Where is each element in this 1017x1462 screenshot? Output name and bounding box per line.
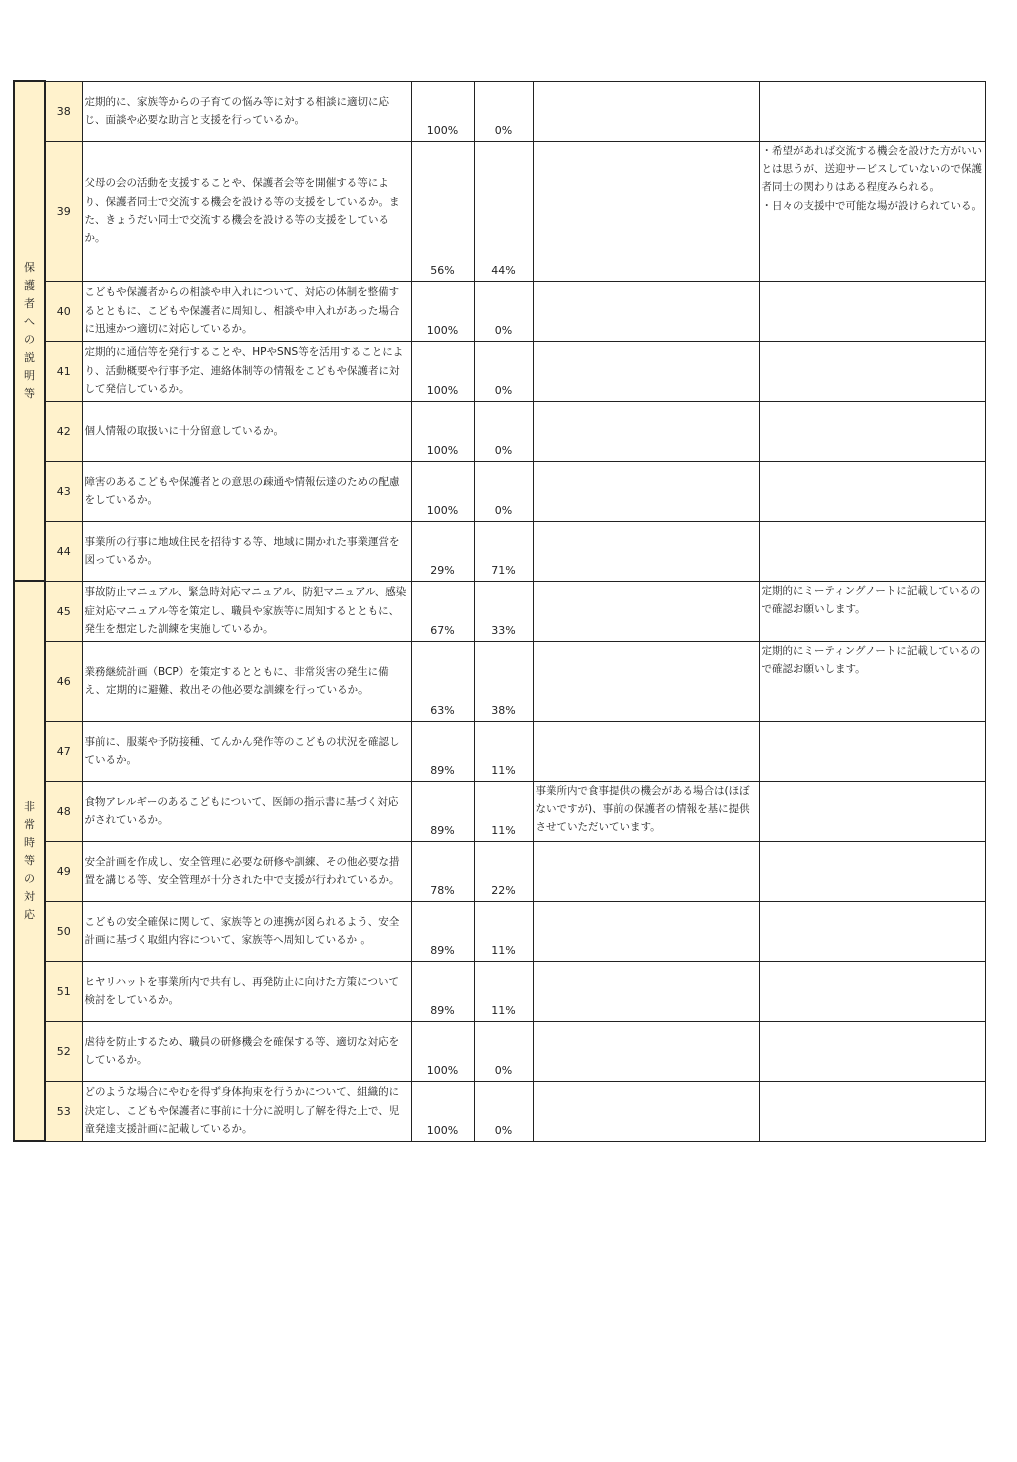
question-number: 41	[45, 341, 82, 401]
table-row	[14, 581, 986, 641]
facility-comment	[533, 1081, 759, 1141]
question-number: 44	[45, 521, 82, 581]
question-number: 38	[45, 81, 82, 141]
yes-percentage: 89%	[411, 961, 474, 1021]
staff-comment	[759, 461, 986, 521]
no-percentage: 33%	[474, 581, 533, 641]
facility-comment	[533, 401, 759, 461]
question-number: 48	[45, 781, 82, 841]
question-number: 50	[45, 901, 82, 961]
staff-comment	[759, 81, 986, 141]
question-text-content: 定期的に、家族等からの子育ての悩み等に対する相談に適切に応じ、面談や必要な助言と支援を行っているか。	[84, 95, 389, 126]
question-text	[82, 461, 411, 521]
question-text	[82, 721, 411, 781]
yes-percentage: 67%	[411, 581, 474, 641]
category-guardian	[14, 81, 45, 581]
question-text	[82, 281, 411, 341]
category-char: 時	[24, 836, 35, 849]
yes-percentage: 100%	[411, 1021, 474, 1081]
table-row	[14, 1021, 986, 1081]
staff-comment	[759, 1021, 986, 1081]
yes-percentage: 100%	[411, 1081, 474, 1141]
yes-percentage: 100%	[411, 81, 474, 141]
question-text	[82, 901, 411, 961]
staff-comment	[759, 641, 986, 721]
question-text	[82, 521, 411, 581]
category-char: 応	[24, 908, 35, 921]
yes-percentage: 56%	[411, 141, 474, 281]
no-percentage: 11%	[474, 721, 533, 781]
facility-comment	[533, 901, 759, 961]
question-text-content: こどもや保護者からの相談や申入れについて、対応の体制を整備するとともに、こどもや保護者に周知し、相談や申入れがあった場合に迅速かつ適切に対応しているか。	[84, 286, 400, 336]
question-text	[82, 401, 411, 461]
staff-comment	[759, 281, 986, 341]
question-text	[82, 1081, 411, 1141]
facility-comment	[533, 521, 759, 581]
question-number: 40	[45, 281, 82, 341]
staff-comment	[759, 901, 986, 961]
question-number: 53	[45, 1081, 82, 1141]
table-row	[14, 901, 986, 961]
category-char: の	[24, 872, 35, 885]
table-row	[14, 781, 986, 841]
no-percentage: 0%	[474, 1021, 533, 1081]
category-char: 保	[24, 261, 35, 274]
category-char: へ	[24, 315, 35, 328]
table-row	[14, 461, 986, 521]
table-row	[14, 281, 986, 341]
no-percentage: 11%	[474, 781, 533, 841]
question-text-content: こどもの安全確保に関して、家族等との連携が図られるよう、安全計画に基づく取組内容について、家族等へ周知しているか 。	[84, 915, 400, 946]
no-percentage: 11%	[474, 961, 533, 1021]
staff-comment	[759, 781, 986, 841]
yes-percentage: 89%	[411, 781, 474, 841]
category-char: 等	[24, 387, 35, 400]
question-number: 42	[45, 401, 82, 461]
no-percentage: 0%	[474, 461, 533, 521]
question-text-content: 障害のあるこどもや保護者との意思の疎通や情報伝達のための配慮をしているか。	[84, 475, 400, 506]
category-emergency	[14, 581, 45, 1141]
table-row	[14, 721, 986, 781]
no-percentage: 0%	[474, 1081, 533, 1141]
question-text	[82, 341, 411, 401]
table-row	[14, 841, 986, 901]
question-text-content: 定期的に通信等を発行することや、HPやSNS等を活用することにより、活動概要や行事予定、連絡体制等の情報をこどもや保護者に対して発信しているか。	[84, 346, 404, 396]
no-percentage: 0%	[474, 341, 533, 401]
question-text-content: どのような場合にやむを得ず身体拘束を行うかについて、組織的に決定し、こどもや保護者に事前に十分に説明し了解を得た上で、児童発達支援計画に記載しているか。	[84, 1086, 400, 1136]
table-row	[14, 1081, 986, 1141]
question-text	[82, 641, 411, 721]
yes-percentage: 100%	[411, 281, 474, 341]
category-char: 常	[24, 818, 35, 831]
facility-comment	[533, 1021, 759, 1081]
table-row	[14, 341, 986, 401]
facility-comment	[533, 961, 759, 1021]
facility-comment	[533, 781, 759, 841]
table-row	[14, 401, 986, 461]
no-percentage: 0%	[474, 81, 533, 141]
question-text-content: 事業所の行事に地域住民を招待する等、地域に開かれた事業運営を図っているか。	[84, 535, 400, 566]
facility-comment-content: 事業所内で食事提供の機会がある場合は(ほぼないですが)、事前の保護者の情報を基に提供させていただいています。	[535, 784, 750, 834]
table-row	[14, 961, 986, 1021]
no-percentage: 22%	[474, 841, 533, 901]
facility-comment	[533, 81, 759, 141]
facility-comment	[533, 141, 759, 281]
yes-percentage: 63%	[411, 641, 474, 721]
category-char: 対	[24, 890, 35, 903]
question-number: 47	[45, 721, 82, 781]
yes-percentage: 100%	[411, 341, 474, 401]
no-percentage: 71%	[474, 521, 533, 581]
category-char: の	[24, 333, 35, 346]
staff-comment-content: ・希望があれば交流する機会を設けた方がいいとは思うが、送迎サービスしていないので保護者同士の関わりはある程度みられる。 ・日々の支援中で可能な場が設けられている。	[761, 144, 982, 212]
table-row	[14, 641, 986, 721]
no-percentage: 0%	[474, 281, 533, 341]
table-row	[14, 521, 986, 581]
facility-comment	[533, 841, 759, 901]
category-char: 非	[24, 800, 35, 813]
question-text	[82, 141, 411, 281]
facility-comment	[533, 281, 759, 341]
table-row	[14, 141, 986, 281]
facility-comment	[533, 341, 759, 401]
no-percentage: 38%	[474, 641, 533, 721]
yes-percentage: 89%	[411, 721, 474, 781]
no-percentage: 0%	[474, 401, 533, 461]
question-number: 51	[45, 961, 82, 1021]
question-number: 46	[45, 641, 82, 721]
question-text-content: 業務継続計画（BCP）を策定するとともに、非常災害の発生に備え、定期的に避難、救出その他必要な訓練を行っているか。	[84, 665, 389, 696]
staff-comment	[759, 341, 986, 401]
question-number: 43	[45, 461, 82, 521]
question-text-content: 父母の会の活動を支援することや、保護者会等を開催する等により、保護者同士で交流する機会を設ける等の支援をしているか。また、きょうだい同士で交流する機会を設ける等の支援をしているか。	[84, 177, 400, 245]
staff-comment	[759, 401, 986, 461]
question-number: 52	[45, 1021, 82, 1081]
question-text	[82, 841, 411, 901]
question-number: 39	[45, 141, 82, 281]
table-row	[14, 81, 986, 141]
question-text	[82, 81, 411, 141]
question-text-content: 安全計画を作成し、安全管理に必要な研修や訓練、その他必要な措置を講じる等、安全管理が十分された中で支援が行われているか。	[84, 855, 400, 886]
facility-comment	[533, 641, 759, 721]
staff-comment	[759, 521, 986, 581]
question-text-content: 虐待を防止するため、職員の研修機会を確保する等、適切な対応をしているか。	[84, 1035, 400, 1066]
staff-comment	[759, 721, 986, 781]
category-char: 等	[24, 854, 35, 867]
question-text-content: 事前に、服薬や予防接種、てんかん発作等のこどもの状況を確認しているか。	[84, 735, 400, 766]
question-number: 49	[45, 841, 82, 901]
question-text-content: 食物アレルギーのあるこどもについて、医師の指示書に基づく対応がされているか。	[84, 795, 399, 826]
no-percentage: 44%	[474, 141, 533, 281]
question-text	[82, 961, 411, 1021]
category-char: 護	[24, 279, 35, 292]
staff-comment	[759, 1081, 986, 1141]
evaluation-table	[13, 80, 986, 1142]
category-char: 明	[24, 369, 35, 382]
facility-comment	[533, 721, 759, 781]
question-text-content: 事故防止マニュアル、緊急時対応マニュアル、防犯マニュアル、感染症対応マニュアル等を策定し、職員や家族等に周知するとともに、発生を想定した訓練を実施しているか。	[84, 586, 407, 636]
question-text	[82, 781, 411, 841]
yes-percentage: 29%	[411, 521, 474, 581]
yes-percentage: 89%	[411, 901, 474, 961]
staff-comment-content: 定期的にミーティングノートに記載しているので確認お願いします。	[761, 584, 981, 615]
category-char: 説	[24, 351, 35, 364]
staff-comment	[759, 141, 986, 281]
facility-comment	[533, 461, 759, 521]
question-text	[82, 1021, 411, 1081]
staff-comment	[759, 841, 986, 901]
question-number: 45	[45, 581, 82, 641]
staff-comment	[759, 581, 986, 641]
question-text-content: ヒヤリハットを事業所内で共有し、再発防止に向けた方策について検討をしているか。	[84, 975, 399, 1006]
question-text	[82, 581, 411, 641]
staff-comment	[759, 961, 986, 1021]
facility-comment	[533, 581, 759, 641]
no-percentage: 11%	[474, 901, 533, 961]
staff-comment-content: 定期的にミーティングノートに記載しているので確認お願いします。	[761, 644, 981, 675]
yes-percentage: 100%	[411, 461, 474, 521]
category-char: 者	[24, 297, 35, 310]
question-text-content: 個人情報の取扱いに十分留意しているか。	[84, 424, 284, 437]
yes-percentage: 78%	[411, 841, 474, 901]
yes-percentage: 100%	[411, 401, 474, 461]
